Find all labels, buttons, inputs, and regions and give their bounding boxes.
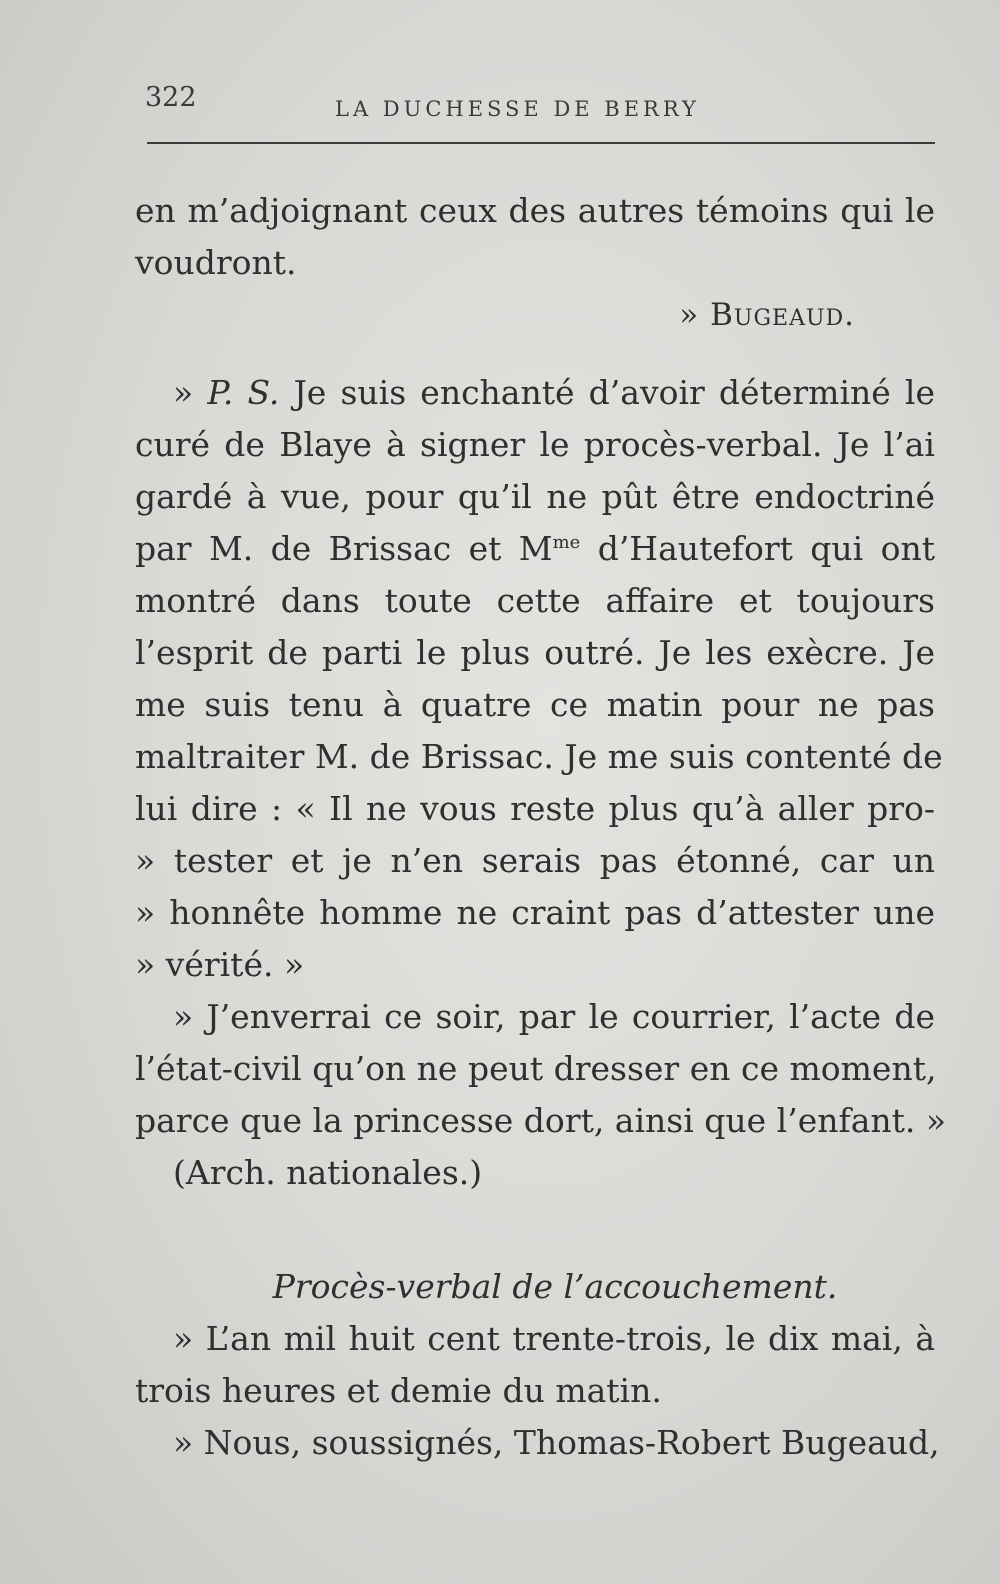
quote-mark: » — [173, 373, 208, 412]
text-line: voudront. — [135, 243, 297, 282]
postscript-text: Je suis enchanté d’avoir déterminé le — [279, 373, 936, 412]
text-line: lui dire : « Il ne vous reste plus qu’à aller pro- — [135, 789, 935, 828]
text-line: » L’an mil huit cent trente-trois, le dix mai, à — [173, 1319, 935, 1358]
running-title: LA DUCHESSE DE BERRY — [335, 97, 700, 121]
archive-reference: (Arch. nationales.) — [173, 1153, 483, 1192]
text-fragment: d’Hautefort qui ont — [580, 529, 935, 568]
text-line: » honnête homme ne craint pas d’attester une — [135, 893, 935, 932]
text-line: en m’adjoignant ceux des autres témoins qui le — [135, 191, 935, 230]
text-line: trois heures et demie du matin. — [135, 1371, 662, 1410]
header-rule — [147, 142, 935, 144]
text-fragment: par M. de Brissac et M — [135, 529, 553, 568]
section-title: Procès-verbal de l’accouchement. — [272, 1267, 838, 1306]
body-text — [135, 185, 947, 1469]
text-line: l’état-civil qu’on ne peut dresser en ce moment, — [135, 1049, 937, 1088]
text-line: » tester et je n’en serais pas étonné, car un — [135, 841, 935, 880]
text-line: gardé à vue, pour qu’il ne pût être endoctriné — [135, 477, 935, 516]
page-number: 322 — [145, 82, 197, 113]
text-line: maltraiter M. de Brissac. Je me suis contenté de — [135, 737, 943, 776]
text-line: curé de Blaye à signer le procès-verbal. Je l’ai — [135, 425, 935, 464]
signature: » Bugeaud. — [679, 297, 855, 333]
ps-label: P. S. — [207, 373, 280, 412]
text-line: parce que la princesse dort, ainsi que l’enfant. » — [135, 1101, 947, 1140]
text-line: l’esprit de parti le plus outré. Je les exècre. Je — [135, 633, 935, 672]
page-header — [145, 82, 935, 122]
text-line: » J’enverrai ce soir, par le courrier, l’acte de — [173, 997, 935, 1036]
text-line: me suis tenu à quatre ce matin pour ne pas — [135, 685, 935, 724]
text-line: » Nous, soussignés, Thomas-Robert Bugeaud, — [173, 1423, 940, 1462]
postscript-line — [135, 367, 935, 419]
superscript: me — [552, 532, 581, 553]
text-line: montré dans toute cette affaire et toujours — [135, 581, 935, 620]
text-line: » vérité. » — [135, 945, 305, 984]
spacer — [135, 341, 935, 367]
spacer — [135, 1199, 935, 1261]
text-line — [135, 523, 935, 575]
